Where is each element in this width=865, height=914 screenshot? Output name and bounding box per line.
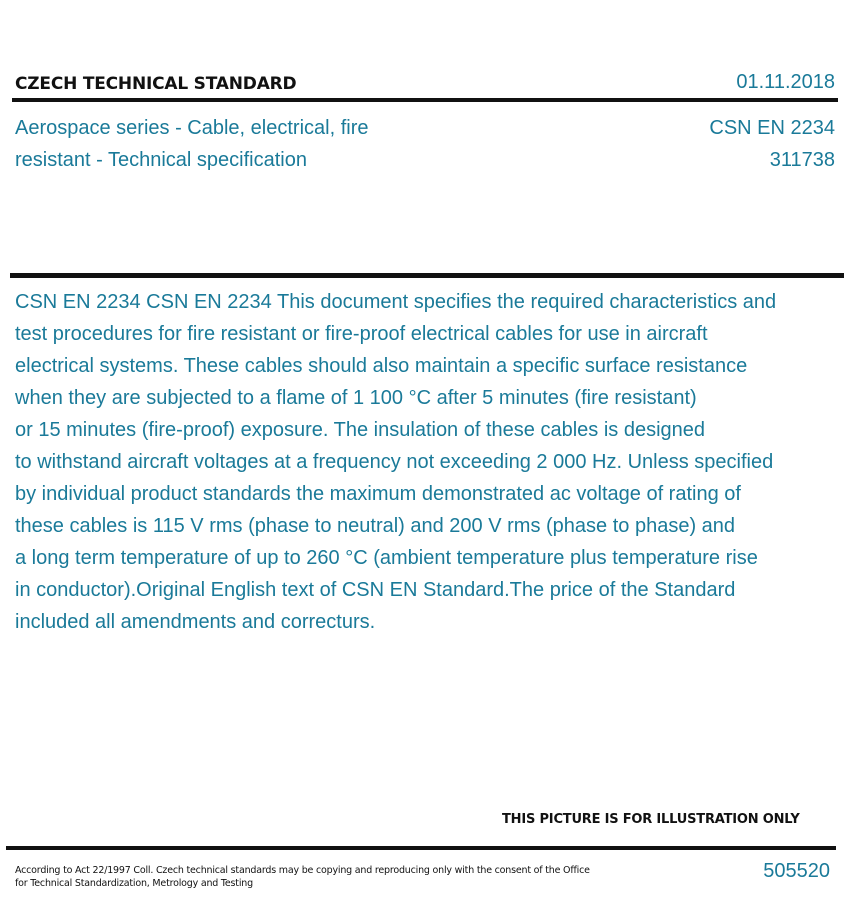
standard-number: CSN EN 2234 xyxy=(709,117,835,139)
header-divider xyxy=(12,98,838,102)
document-abstract: CSN EN 2234 CSN EN 2234 This document specifies the required characteristics and test procedures for fire resistant or fire-proof electrical cables for use in aircraft electrical systems. These cables should also maintain a specific surface resistance when they are subjected to a flame of 1 100 °C after 5 minutes (fire resistant) or 15 minutes (fire-proof) exposure. The insulation of these cables is designed to withstand aircraft voltages at a frequency not exceeding 2 000 Hz. Unless specified by individual product standards the maximum demonstrated ac voltage of rating of these cables is 115 V rms (phase to neutral) and 200 V rms (phase to phase) and a long term temperature of up to 260 °C (ambient temperature plus temperature rise in conductor).Original English text of CSN EN Standard.The price of the Standard included all amendments and correcturs. xyxy=(15,291,777,633)
standard-type-label: CZECH TECHNICAL STANDARD xyxy=(15,74,297,94)
title-divider xyxy=(10,273,844,278)
legal-notice: According to Act 22/1997 Coll. Czech technical standards may be copying and reproducing only with the consent of the Office for Technical Standardization, Metrology and Testing xyxy=(15,865,590,889)
document-title-line-1: Aerospace series - Cable, electrical, fire xyxy=(15,117,369,139)
catalog-number: 311738 xyxy=(769,149,835,171)
product-code: 505520 xyxy=(763,860,830,882)
publication-date: 01.11.2018 xyxy=(736,71,835,93)
illustration-disclaimer: THIS PICTURE IS FOR ILLUSTRATION ONLY xyxy=(502,812,800,827)
document-title-line-2: resistant - Technical specification xyxy=(15,149,307,171)
footer-divider xyxy=(6,846,836,850)
